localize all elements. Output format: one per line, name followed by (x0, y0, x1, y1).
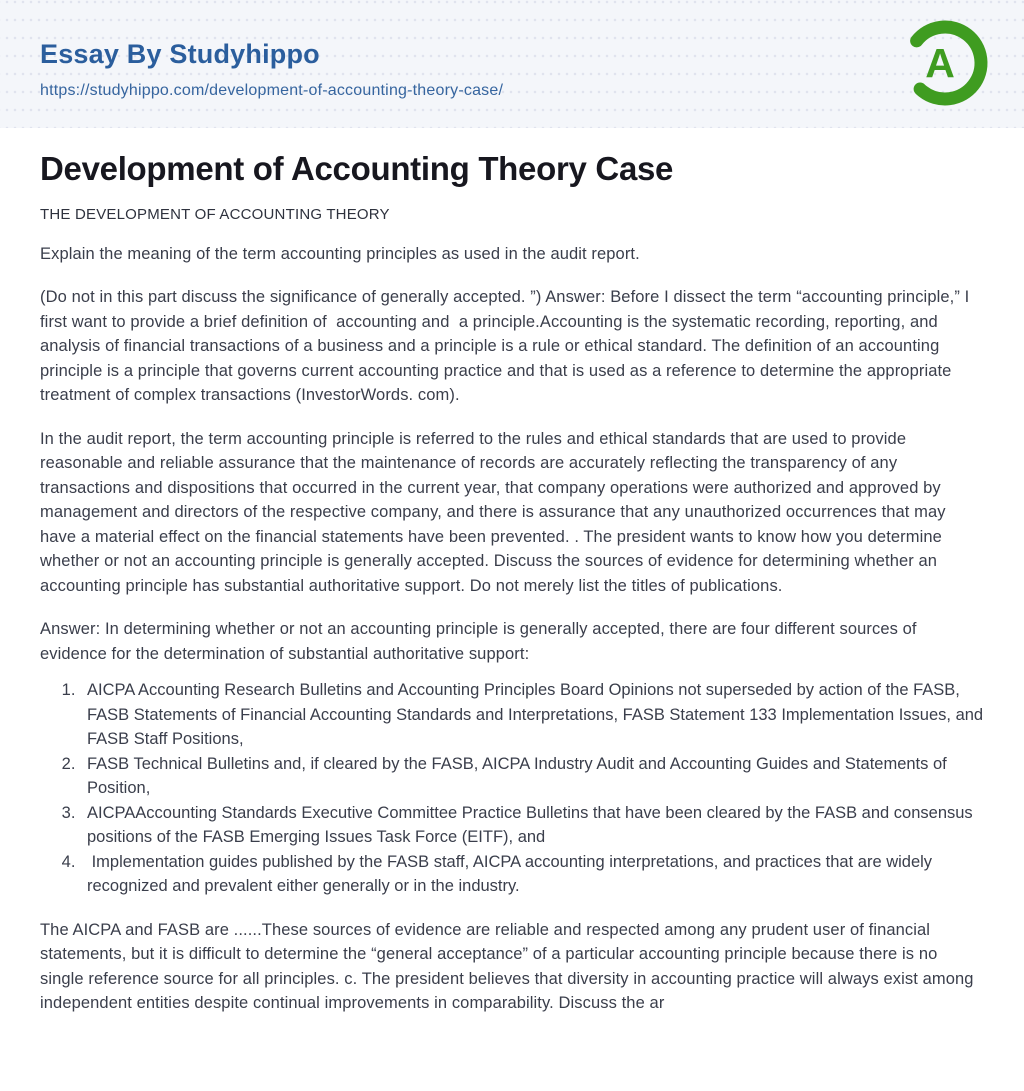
source-url-link[interactable]: https://studyhippo.com/development-of-accounting-theory-case/ (40, 81, 504, 99)
paragraph-answer-b-intro: Answer: In determining whether or not an accounting principle is generally accepted, there are four different sources of evidence for the determination of substantial authoritative support: (40, 620, 922, 663)
list-item: 3. AICPAAccounting Standards Executive Committee Practice Bulletins that have been cleared by the FASB and consensus positions of the FASB Emerging Issues Task Force (EITF), and (80, 801, 984, 850)
sources-of-evidence-list (40, 666, 988, 899)
article-content (0, 128, 1024, 1016)
paragraph-answer-a: (Do not in this part discuss the significance of generally accepted. ”) Answer: Before I dissect the term “accounting principle,” I first want to provide a brief definition of accounting and a principle.Accounting is the systematic recording, reporting, and analysis of financial transactions of a business and a principle is a rule or ethical standard. The definition of an accounting principle is a principle that governs current accounting practice and that is used as a reference to determine the appropriate treatment of complex transactions (InvestorWords. com). (40, 288, 974, 405)
logo-a-icon: A (925, 40, 955, 86)
page-title: Development of Accounting Theory Case (40, 150, 674, 187)
list-item: 2. FASB Technical Bulletins and, if cleared by the FASB, AICPA Industry Audit and Accounting Guides and Statements of Position, (80, 752, 984, 801)
article-subtitle: THE DEVELOPMENT OF ACCOUNTING THEORY (40, 205, 390, 223)
list-item: 4. Implementation guides published by the FASB staff, AICPA accounting interpretations, and practices that are widely recognized and prevalent either generally or in the industry. (80, 850, 984, 899)
studyhippo-logo (899, 17, 991, 109)
paragraph-question-a: Explain the meaning of the term accounting principles as used in the audit report. (40, 244, 640, 263)
list-item: 1. AICPA Accounting Research Bulletins and Accounting Principles Board Opinions not superseded by action of the FASB, FASB Statements of Financial Accounting Standards and Interpretations, FASB Statement 133 Implementation Issues, and FASB Staff Positions, (80, 678, 984, 752)
page-header (0, 0, 1024, 128)
paragraph-closing: The AICPA and FASB are ......These sources of evidence are reliable and respected among any prudent user of financial statements, but it is difficult to determine the “general acceptance” of a particular accounting principle because there is no single reference source for all principles. c. The president believes that diversity in accounting practice will always exist among independent entities despite continual improvements in comparability. Discuss the ar (40, 920, 979, 1013)
paragraph-audit-report: In the audit report, the term accounting principle is referred to the rules and ethical standards that are used to provide reasonable and reliable assurance that the maintenance of records are accurately reflecting the transparency of any transactions and dispositions that occurred in the current year, that company operations were authorized and approved by management and directors of the respective company, and there is assurance that any unauthorized occurrences that may have a material effect on the financial statements have been prevented. . The president wants to know how you determine whether or not an accounting principle is generally accepted. Discuss the sources of evidence for determining whether an accounting principle has substantial authoritative support. Do not merely list the titles of publications. (40, 429, 951, 595)
brand-title: Essay By Studyhippo (40, 39, 320, 69)
